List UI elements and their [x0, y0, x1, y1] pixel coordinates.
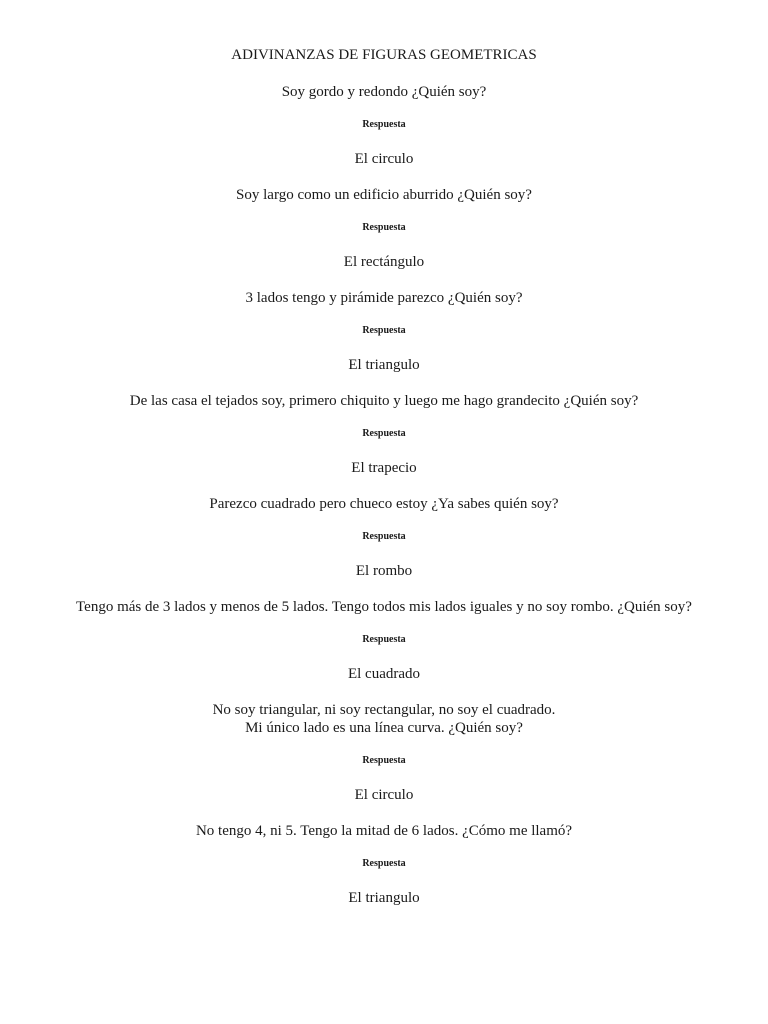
riddle-answer: El trapecio	[351, 460, 417, 476]
riddle-question-line2: Mi único lado es una línea curva. ¿Quién soy?	[245, 720, 523, 736]
riddle-answer: El rombo	[355, 563, 413, 579]
answer-label: Respuesta	[362, 634, 406, 645]
answer-label: Respuesta	[362, 858, 406, 869]
riddle-question: Parezco cuadrado pero chueco estoy ¿Ya sabes quién soy?	[209, 496, 559, 512]
riddle-answer: El cuadrado	[347, 666, 421, 682]
answer-label: Respuesta	[362, 428, 406, 439]
riddle-question: No tengo 4, ni 5. Tengo la mitad de 6 lados. ¿Cómo me llamó?	[195, 823, 573, 839]
riddle-question: No soy triangular, ni soy rectangular, no soy el cuadrado.	[212, 702, 556, 718]
answer-label: Respuesta	[362, 531, 406, 542]
riddle-answer: El triangulo	[348, 890, 420, 906]
riddle-question: 3 lados tengo y pirámide parezco ¿Quién soy?	[245, 290, 523, 306]
riddle-question: Soy gordo y redondo ¿Quién soy?	[281, 84, 487, 100]
riddle-answer: El rectángulo	[343, 254, 425, 270]
riddle-question: Tengo más de 3 lados y menos de 5 lados. Tengo todos mis lados iguales y no soy rombo. ¿Quién soy?	[76, 599, 692, 615]
riddle-question: De las casa el tejados soy, primero chiquito y luego me hago grandecito ¿Quién soy?	[129, 393, 639, 409]
answer-label: Respuesta	[362, 222, 406, 233]
answer-label: Respuesta	[362, 755, 406, 766]
answer-label: Respuesta	[362, 325, 406, 336]
riddle-question: Soy largo como un edificio aburrido ¿Quién soy?	[236, 187, 532, 203]
riddle-answer: El circulo	[354, 151, 414, 167]
document-title: ADIVINANZAS DE FIGURAS GEOMETRICAS	[231, 47, 537, 63]
answer-label: Respuesta	[362, 119, 406, 130]
riddle-answer: El circulo	[354, 787, 414, 803]
riddle-answer: El triangulo	[348, 357, 420, 373]
